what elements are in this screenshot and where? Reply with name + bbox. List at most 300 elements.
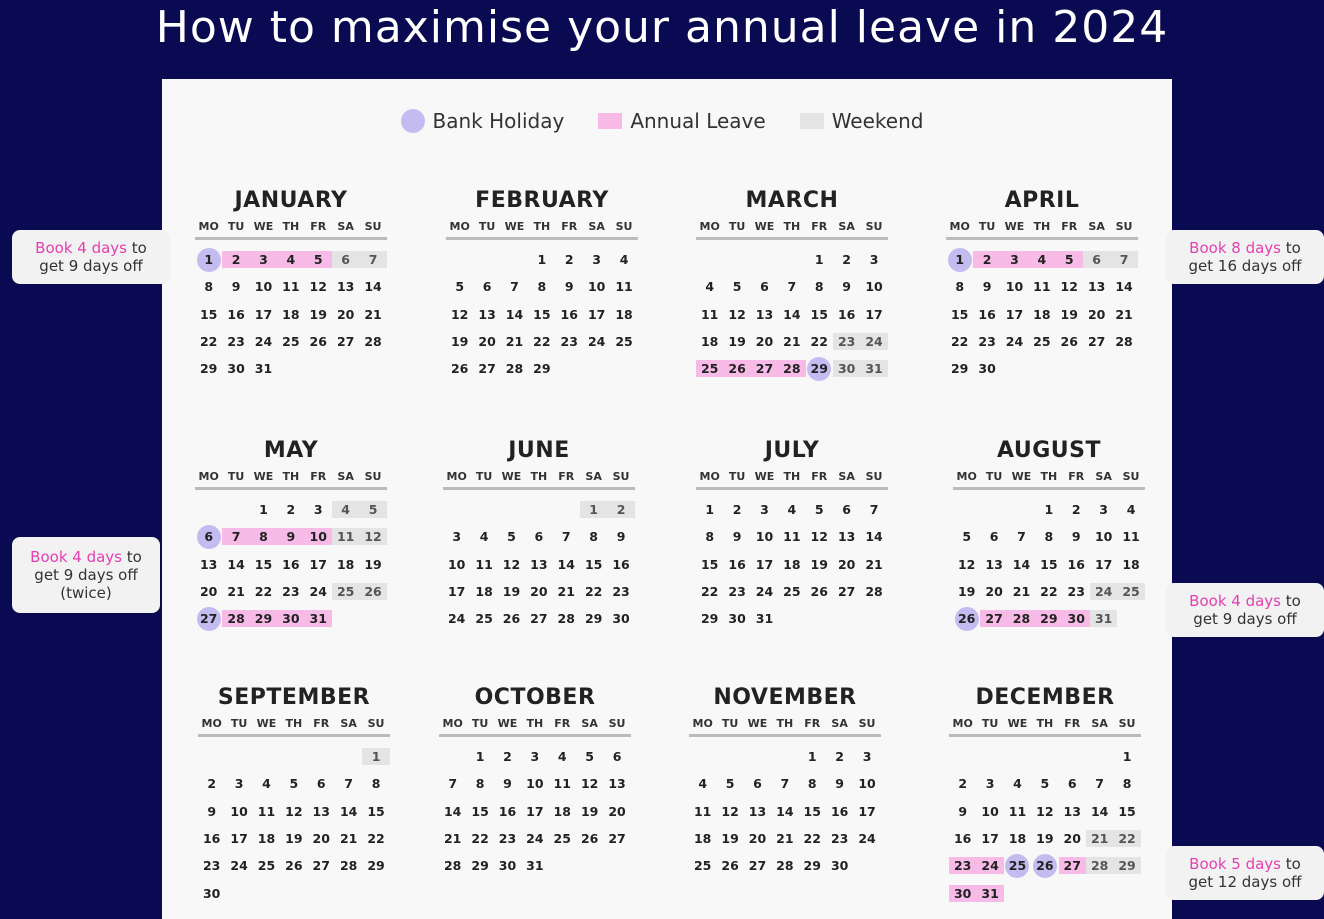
day-cell: 7 [780,776,790,792]
day-cell: 25 [783,584,801,600]
weekday-label: TU [475,470,493,483]
day-cell: 22 [533,334,551,350]
day-cell-weekend: 25 [332,583,359,600]
day-cell: 16 [978,306,996,322]
day-cell: 8 [204,279,214,295]
day-cell: 13 [1087,279,1106,295]
day-cell: 6 [612,749,622,765]
day-cell: 15 [533,306,551,322]
day-cell: 16 [953,831,972,847]
day-cell: 28 [339,858,358,874]
day-cell: 22 [700,584,719,600]
weekday-label: SU [367,717,385,730]
day-cell: 4 [557,749,567,765]
day-cell: 9 [1071,529,1081,545]
weekday-label: TU [728,470,746,483]
callout-highlight: Book 8 days [1189,239,1281,257]
weekday-label: TH [783,220,801,233]
weekday-label: WE [754,470,775,483]
callout-line-2: get 9 days off [39,257,143,275]
day-cell: 11 [1033,279,1051,295]
day-cell: 22 [199,334,218,350]
day-cell: 23 [612,584,630,600]
weekday-label: FR [1068,470,1085,483]
day-grid [689,743,881,879]
header-divider [696,237,888,240]
empty-cell [439,743,466,770]
day-cell: 21 [443,831,462,847]
weekday-label: SU [1118,717,1136,730]
callout-highlight: Book 4 days [35,239,127,257]
day-cell-weekend: 23 [833,333,860,350]
weekday-label: SA [1095,470,1112,483]
day-cell: 19 [1060,306,1078,322]
day-cell: 24 [254,334,273,350]
day-cell: 5 [725,776,735,792]
weekday-label: MO [956,470,977,483]
day-cell-weekend: 24 [1090,583,1117,600]
weekday-label: SA [1091,717,1108,730]
day-cell: 9 [207,803,217,819]
day-cell-bank-holiday: 25 [1004,852,1031,879]
day-cell: 13 [1063,803,1081,819]
weekday-label: FR [558,470,575,483]
day-cell: 3 [592,252,601,268]
weekday-label: WE [256,717,277,730]
day-cell: 14 [505,306,524,322]
day-cell-weekend: 25 [1117,583,1144,600]
day-cell: 18 [475,584,493,600]
day-cell: 28 [364,334,382,350]
day-cell: 7 [787,279,797,295]
day-cell: 11 [700,306,719,322]
day-cell: 5 [507,529,516,545]
day-cell: 5 [1040,776,1050,792]
weekday-label: WE [1007,717,1028,730]
month-may [195,436,387,632]
empty-cell [751,246,778,273]
day-cell: 6 [316,776,326,792]
header-divider [443,487,635,490]
day-cell-annual-leave: 24 [976,857,1003,874]
day-cell-bank-holiday: 1 [195,246,222,273]
day-cell-weekend: 7 [1110,251,1137,268]
day-cell: 22 [803,831,821,847]
day-cell: 13 [837,529,856,545]
day-grid [439,743,631,879]
day-cell: 20 [1087,306,1106,322]
empty-cell [689,743,716,770]
empty-cell [1086,743,1113,770]
empty-cell [949,743,976,770]
header-divider [689,734,881,737]
day-cell-weekend: 24 [860,333,887,350]
day-cell: 3 [452,529,462,545]
day-cell: 16 [830,803,849,819]
empty-cell [1004,743,1031,770]
day-cell: 21 [865,556,883,572]
weekday-label: FR [1061,220,1078,233]
day-cell: 20 [755,334,774,350]
day-cell-bank-holiday: 6 [195,523,222,550]
day-cell: 7 [344,776,353,792]
day-cell: 15 [950,306,969,322]
empty-cell [723,246,750,273]
day-cell: 6 [989,529,999,545]
day-cell: 14 [865,529,883,545]
weekday-label: FR [804,717,821,730]
day-cell: 29 [471,858,489,874]
day-cell: 24 [230,858,248,874]
day-cell: 10 [447,556,466,572]
day-cell: 27 [478,361,496,377]
month-november [689,683,881,879]
day-cell: 12 [309,279,327,295]
month-name: JANUARY [234,188,348,213]
weekday-label: WE [754,220,775,233]
day-cell: 14 [1012,556,1031,572]
day-cell: 26 [721,858,739,874]
day-cell: 27 [1087,334,1106,350]
day-cell: 14 [783,306,801,322]
month-february [446,186,638,382]
weekday-label: SA [337,220,354,233]
day-cell: 10 [254,279,273,295]
empty-cell [501,246,528,273]
day-cell: 29 [700,611,719,627]
day-cell: 12 [721,803,739,819]
day-cell: 24 [858,831,876,847]
day-cell: 8 [955,279,965,295]
callout-line-1 [1166,239,1324,257]
day-cell: 5 [585,749,594,765]
day-cell: 18 [700,334,719,350]
day-cell: 7 [510,279,519,295]
day-cell: 1 [807,749,817,765]
day-cell-weekend: 31 [860,360,887,377]
day-cell: 12 [1036,803,1054,819]
day-cell: 17 [447,584,466,600]
day-cell: 26 [450,361,469,377]
day-cell-weekend: 30 [833,360,860,377]
day-cell: 27 [312,858,330,874]
day-cell: 18 [282,306,300,322]
day-cell: 20 [530,584,548,600]
day-cell: 19 [728,334,746,350]
day-cell: 20 [312,831,330,847]
weekday-header [439,716,631,732]
legend-weekend-label: Weekend [831,109,924,133]
day-cell: 24 [755,584,774,600]
day-cell: 7 [869,502,879,518]
day-cell: 1 [1122,749,1132,765]
day-cell: 5 [455,279,465,295]
weekday-label: FR [554,717,571,730]
day-cell: 14 [776,803,794,819]
day-cell-weekend: 1 [362,748,389,765]
weekday-label: TU [985,470,1003,483]
weekday-header [696,219,888,235]
day-cell: 28 [1115,334,1133,350]
day-cell-annual-leave: 25 [696,360,723,377]
weekday-label: MO [699,220,720,233]
day-cell: 1 [1044,502,1054,518]
day-cell: 23 [560,334,578,350]
header-divider [198,734,390,737]
day-cell: 21 [1012,584,1031,600]
day-cell: 26 [502,611,521,627]
day-cell: 10 [230,803,248,819]
day-cell: 31 [755,611,774,627]
month-december [949,683,1141,907]
day-cell: 29 [950,361,969,377]
weekday-label: SU [364,470,382,483]
weekday-label: TU [721,717,739,730]
month-june [443,436,635,632]
day-cell: 6 [842,502,851,518]
day-cell: 16 [282,556,300,572]
day-grid [946,246,1138,382]
day-cell: 12 [1060,279,1078,295]
day-cell: 23 [282,584,300,600]
weekday-label: SA [838,220,855,233]
day-cell: 13 [530,556,548,572]
empty-cell [1059,743,1086,770]
day-cell: 4 [479,529,489,545]
day-grid [949,743,1141,907]
day-cell: 28 [505,361,524,377]
month-name: MARCH [745,188,839,213]
empty-cell [222,496,249,523]
day-cell: 23 [227,334,245,350]
weekday-label: TH [783,470,801,483]
weekday-label: TU [230,717,248,730]
day-cell: 8 [807,776,817,792]
day-cell-annual-leave: 2 [973,251,1000,268]
day-cell: 18 [1008,831,1027,847]
day-cell: 24 [587,334,606,350]
day-cell: 14 [364,279,382,295]
weekday-header [953,469,1145,485]
day-cell: 22 [584,584,603,600]
day-cell: 16 [498,803,517,819]
weekday-label: FR [811,470,828,483]
day-cell: 10 [1094,529,1113,545]
day-cell-annual-leave: 23 [949,857,976,874]
month-name: AUGUST [997,438,1101,463]
day-cell: 24 [447,611,466,627]
day-cell: 8 [1044,529,1054,545]
day-cell: 30 [202,885,221,901]
empty-cell [470,496,497,523]
weekday-label: SU [364,220,382,233]
day-cell: 30 [498,858,517,874]
weekday-header [446,219,638,235]
day-cell: 10 [865,279,883,295]
day-cell: 4 [1013,776,1022,792]
empty-cell [1031,743,1058,770]
month-name: SEPTEMBER [217,685,371,710]
day-cell: 17 [254,306,273,322]
day-cell-annual-leave: 29 [250,610,277,627]
day-cell: 17 [858,803,876,819]
day-cell: 27 [837,584,856,600]
day-grid [696,246,888,382]
callout-line-2: get 9 days off [34,566,138,584]
day-cell: 4 [698,776,708,792]
day-cell: 17 [1094,556,1113,572]
day-cell-weekend: 31 [1090,610,1117,627]
callout-highlight: Book 4 days [30,548,122,566]
day-cell: 3 [985,776,995,792]
weekday-label: MO [449,220,470,233]
weekday-label: TH [1036,717,1054,730]
weekday-label: TU [478,220,496,233]
day-cell: 30 [612,611,630,627]
day-cell: 8 [1122,776,1132,792]
day-cell: 20 [608,803,626,819]
day-cell: 8 [589,529,598,545]
weekday-label: MO [446,470,467,483]
day-cell-annual-leave: 28 [778,360,805,377]
day-cell: 16 [560,306,578,322]
weekday-header [949,716,1141,732]
day-cell-weekend: 26 [359,583,386,600]
day-cell: 18 [1033,306,1051,322]
day-cell: 4 [787,502,797,518]
day-cell: 17 [230,831,248,847]
weekday-label: WE [497,717,518,730]
day-cell: 25 [282,334,300,350]
day-cell: 23 [830,831,849,847]
weekday-label: SU [1122,470,1140,483]
legend [0,106,1324,136]
weekday-label: SA [585,470,602,483]
empty-cell [498,496,525,523]
day-cell: 28 [443,858,462,874]
weekday-label: SA [581,717,598,730]
day-cell-weekend: 4 [332,501,359,518]
weekday-label: WE [501,470,522,483]
day-cell: 9 [616,529,626,545]
annual-leave-swatch [598,113,622,129]
day-cell: 24 [526,831,544,847]
weekday-label: SU [612,470,630,483]
day-cell: 22 [1040,584,1058,600]
day-cell: 20 [199,584,218,600]
day-cell: 1 [814,252,824,268]
day-cell: 29 [199,361,218,377]
day-cell-weekend: 29 [1113,857,1140,874]
day-grid [195,246,387,382]
weekday-label: SU [615,220,633,233]
day-cell: 13 [608,776,626,792]
day-cell: 13 [199,556,218,572]
day-cell: 20 [748,831,767,847]
day-cell: 17 [587,306,606,322]
day-cell: 19 [957,584,976,600]
empty-cell [443,496,470,523]
callout-rest: to [1281,592,1301,610]
day-cell: 26 [810,584,828,600]
header-divider [696,487,888,490]
day-cell: 30 [830,858,849,874]
day-cell: 7 [561,529,571,545]
weekday-label: WE [1011,470,1032,483]
day-cell: 15 [700,556,719,572]
day-cell: 23 [728,584,746,600]
day-cell: 8 [371,776,381,792]
day-cell: 30 [728,611,746,627]
day-cell: 17 [309,556,327,572]
weekday-label: TU [981,717,999,730]
day-cell: 13 [478,306,496,322]
day-cell: 23 [1067,584,1085,600]
weekday-header [689,716,881,732]
weekday-label: MO [442,717,463,730]
day-cell: 12 [728,306,746,322]
month-october [439,683,631,879]
day-cell-annual-leave: 3 [250,251,277,268]
day-cell: 20 [336,306,355,322]
day-cell: 19 [502,584,521,600]
day-cell: 1 [475,749,485,765]
day-cell: 6 [482,279,492,295]
day-cell: 11 [475,556,493,572]
legend-annual-leave [598,109,765,133]
day-cell-annual-leave: 28 [1008,610,1035,627]
day-cell: 6 [534,529,544,545]
empty-cell [253,743,280,770]
day-cell: 10 [587,279,606,295]
day-cell: 7 [448,776,458,792]
bank-holiday-swatch [401,109,425,133]
day-cell: 17 [526,803,544,819]
day-cell: 6 [1067,776,1077,792]
weekday-label: SA [831,717,848,730]
day-cell: 26 [1060,334,1078,350]
day-cell: 5 [289,776,299,792]
day-cell-annual-leave: 7 [222,528,249,545]
weekday-label: SA [1088,220,1105,233]
day-cell: 29 [533,361,551,377]
month-september [198,683,390,907]
day-cell: 13 [755,306,774,322]
weekday-label: SU [865,220,883,233]
weekday-label: TH [526,717,544,730]
weekday-label: SA [340,717,357,730]
day-cell: 9 [564,279,574,295]
day-cell-annual-leave: 2 [222,251,249,268]
day-cell-weekend: 2 [607,501,634,518]
legend-weekend [800,109,924,133]
weekday-label: TH [1033,220,1051,233]
empty-cell [198,743,225,770]
day-cell: 18 [553,803,571,819]
day-cell-annual-leave: 30 [1063,610,1090,627]
weekday-label: TH [282,220,300,233]
day-cell: 19 [810,556,828,572]
weekday-label: WE [253,470,274,483]
day-cell-annual-leave: 30 [277,610,304,627]
day-cell: 21 [505,334,524,350]
empty-cell [553,496,580,523]
day-cell: 27 [336,334,355,350]
day-cell: 14 [1115,279,1133,295]
day-cell: 15 [367,803,385,819]
weekday-header [198,716,390,732]
day-cell: 27 [530,611,548,627]
